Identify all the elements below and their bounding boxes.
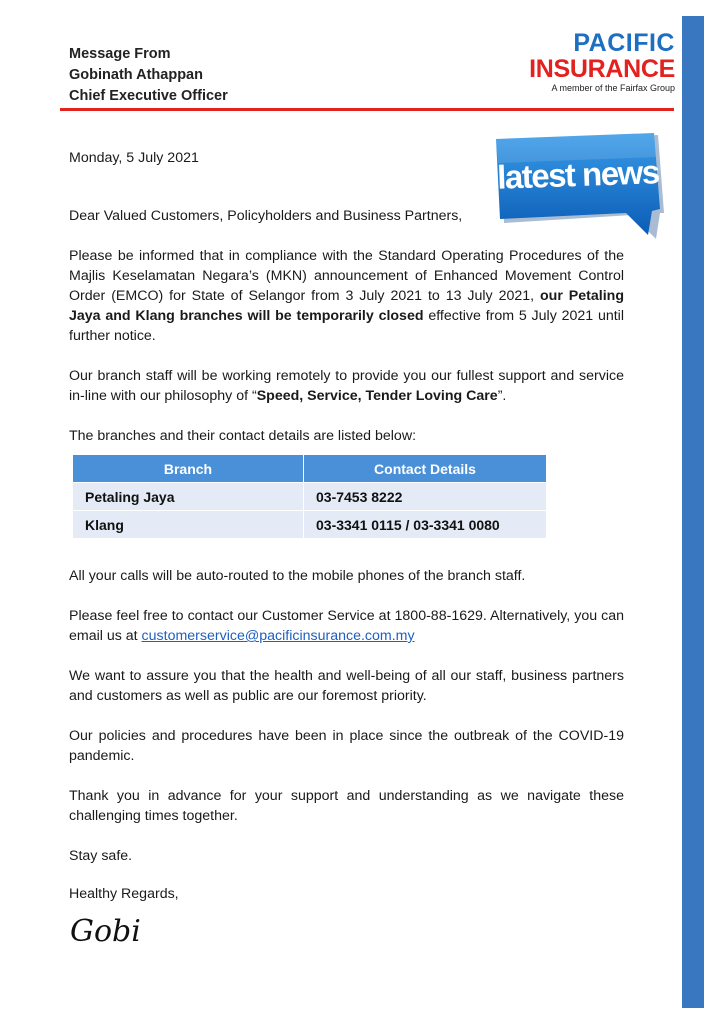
logo-line-1: PACIFIC: [573, 29, 675, 57]
branch-name: Klang: [73, 511, 304, 539]
sender-block: [69, 44, 228, 107]
closing: Healthy Regards,: [69, 886, 179, 902]
badge-text: latest news: [496, 153, 660, 196]
header-contact: Contact Details: [304, 455, 547, 483]
branch-contact: 03-3341 0115 / 03-3341 0080: [304, 511, 547, 539]
paragraph-closure-notice: Please be informed that in compliance with the Standard Operating Procedures of the Majlis Keselamatan Negara’s (MKN) announcement of Enhanced Movement Control Order (EMCO) for State of Selangor from 3 July 2021 to 13 July 2021, our Petaling Jaya and Klang branches will be temporarily closed effective from 5 July 2021 until further notice.: [69, 248, 624, 344]
paragraph-thanks: Thank you in advance for your support and understanding as we navigate these challenging times together.: [69, 788, 624, 824]
stay-safe: Stay safe.: [69, 848, 133, 864]
header-branch: Branch: [73, 455, 304, 483]
branch-contact-table: [72, 454, 547, 539]
sender-name: Gobinath Athappan: [69, 67, 203, 83]
table-header-row: [73, 455, 547, 483]
logo-line-2: INSURANCE: [529, 55, 675, 83]
paragraph-call-routing: All your calls will be auto-routed to the mobile phones of the branch staff.: [69, 568, 526, 584]
branch-contact: 03-7453 8222: [304, 483, 547, 511]
header-divider: [60, 108, 674, 111]
branch-name: Petaling Jaya: [73, 483, 304, 511]
paragraph-policies: Our policies and procedures have been in place since the outbreak of the COVID-19 pandemic.: [69, 728, 624, 764]
paragraph-branch-intro: The branches and their contact details are listed below:: [69, 428, 417, 444]
philosophy-highlight: Speed, Service, Tender Loving Care: [256, 388, 498, 404]
closure-highlight: our Petaling Jaya and Klang branches will be temporarily closed: [69, 288, 624, 324]
sender-title: Chief Executive Officer: [69, 88, 228, 104]
email-link[interactable]: customerservice@pacificinsurance.com.my: [141, 628, 415, 644]
company-logo: [520, 30, 675, 94]
sender-line-1: Message From: [69, 46, 171, 62]
letter-date: Monday, 5 July 2021: [69, 150, 199, 166]
logo-tagline: A member of the Fairfax Group: [551, 83, 675, 93]
paragraph-assurance: We want to assure you that the health and well-being of all our staff, business partners and customers as well as public are our foremost priority.: [69, 668, 624, 704]
signature: [68, 905, 158, 955]
paragraph-contact: Please feel free to contact our Customer Service at 1800-88-1629. Alternatively, you can email us at customerservice@pacificinsurance.com.my: [69, 608, 624, 644]
table-row: [73, 511, 547, 539]
side-accent-bar: [682, 16, 704, 1008]
salutation: Dear Valued Customers, Policyholders and Business Partners,: [69, 208, 463, 224]
paragraph-remote-support: Our branch staff will be working remotely to provide you our fullest support and service in-line with our philosophy of “Speed, Service, Tender Loving Care”.: [69, 368, 624, 404]
table-row: [73, 483, 547, 511]
signature-text: Gobi: [70, 914, 141, 949]
